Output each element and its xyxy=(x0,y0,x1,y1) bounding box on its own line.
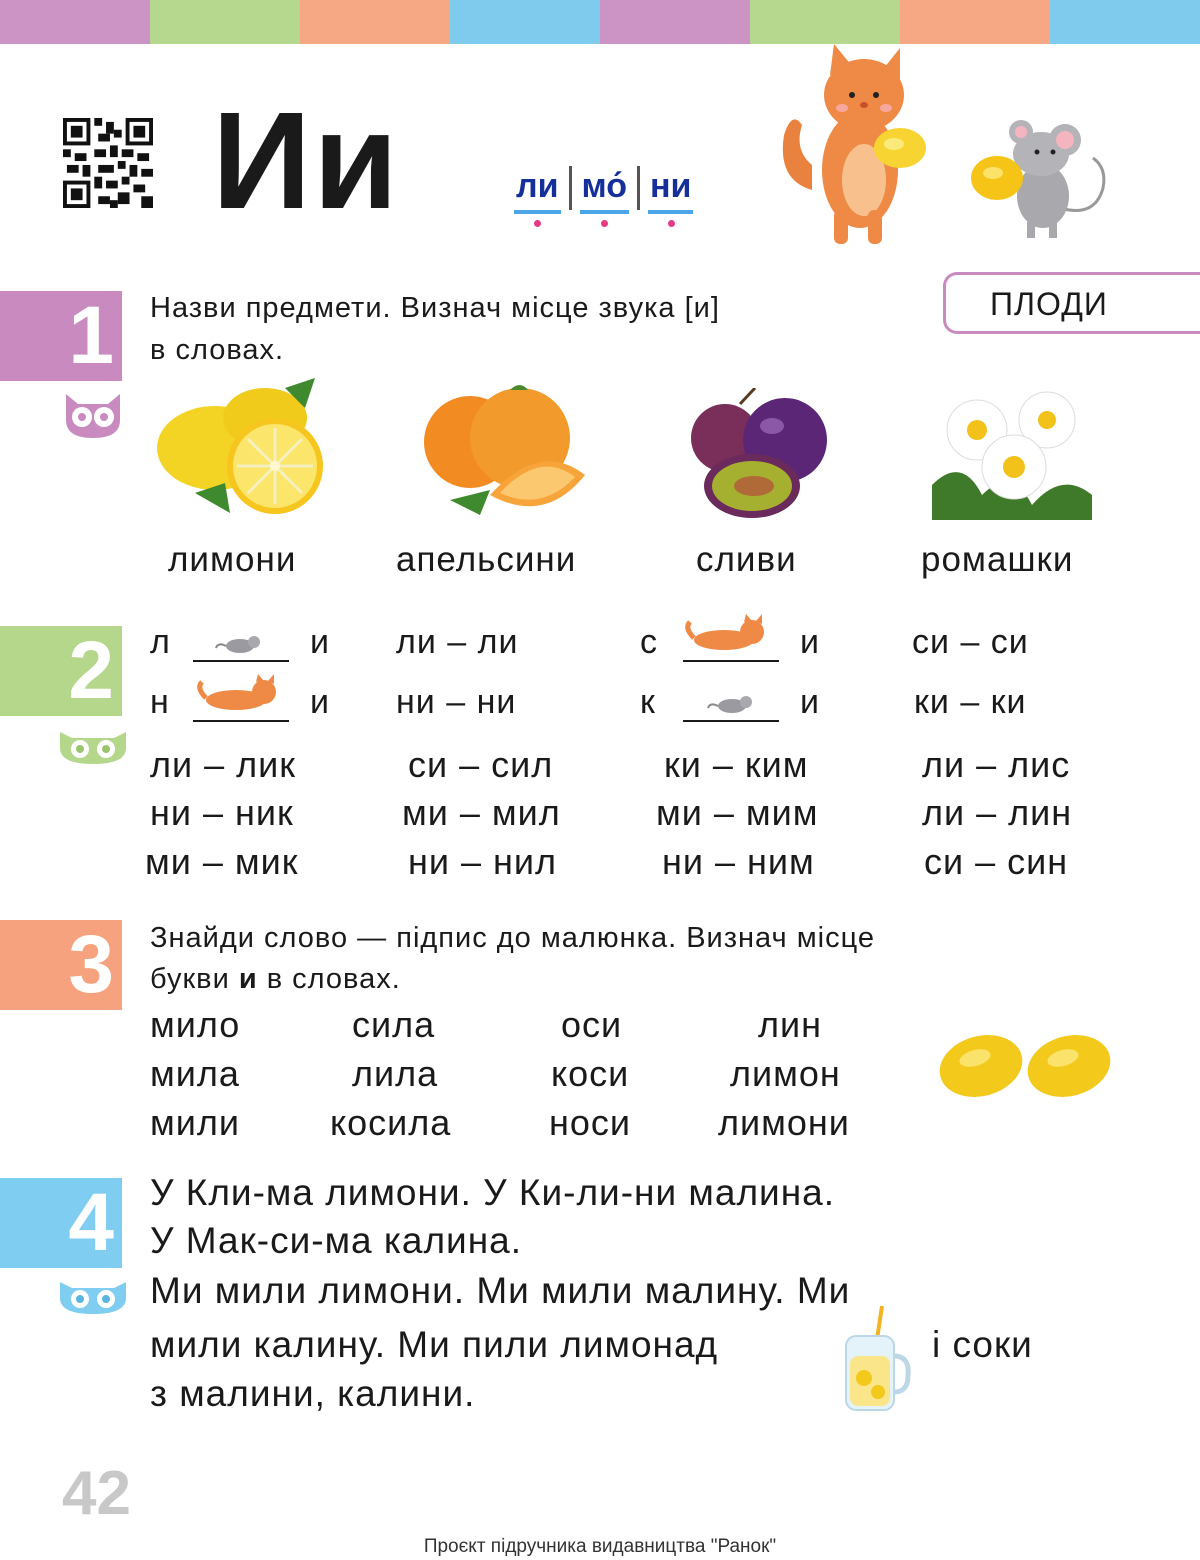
picture-label: лимони xyxy=(168,540,297,579)
task1-instruction-line1: Назви предмети. Визнач місце звука [и] xyxy=(150,292,720,324)
task3-instruction-line2: букви и в словах. xyxy=(150,963,401,995)
stripe xyxy=(750,0,900,44)
syllable-pair: ли – ли xyxy=(396,623,519,661)
qr-code-icon[interactable] xyxy=(62,118,154,208)
owls-icon xyxy=(58,728,128,766)
word-cell: лин xyxy=(758,1004,822,1045)
letter-heading: Ии xyxy=(212,84,401,238)
letter-cell: и xyxy=(800,623,820,661)
syllable xyxy=(646,166,695,206)
task-number-3: 3 xyxy=(0,920,122,1010)
syllable-pair: си – си xyxy=(912,623,1029,661)
picture-label: апельсини xyxy=(396,540,577,579)
mouse-icon xyxy=(706,692,758,716)
letter-cell: и xyxy=(800,683,820,721)
task-number-2: 2 xyxy=(0,626,122,716)
stripe xyxy=(1050,0,1200,44)
footer-publisher: Проєкт підручника видавництва "Ранок" xyxy=(423,1536,777,1557)
syllable-pair: ми – мик xyxy=(145,841,299,882)
task1-instruction-line2: в словах. xyxy=(150,334,285,366)
picture-label: ромашки xyxy=(921,540,1074,579)
syllable-text: ни xyxy=(649,167,692,205)
stripe xyxy=(450,0,600,44)
task3-instruction-line1: Знайди слово — підпис до малюнка. Визнач місце xyxy=(150,922,875,954)
plum-icon xyxy=(680,388,840,523)
stripe xyxy=(300,0,450,44)
syllable-text: ли xyxy=(516,167,559,205)
word-cell: носи xyxy=(549,1102,632,1143)
letter-cell: н xyxy=(150,683,170,721)
word-cell: лимон xyxy=(730,1053,841,1094)
cat-with-lemon-icon xyxy=(772,40,932,250)
syllable-pair: ми – мим xyxy=(656,792,819,833)
syllable-pair: ки – ким xyxy=(664,744,809,785)
word-cell: мило xyxy=(150,1004,241,1045)
page-number: 42 xyxy=(62,1459,131,1528)
word-cell: лила xyxy=(352,1053,439,1094)
syllable-pair: ни – ни xyxy=(396,683,517,721)
task-number-4: 4 xyxy=(0,1178,122,1268)
owl-icon xyxy=(62,390,124,440)
mouse-with-lemon-icon xyxy=(965,118,1115,243)
syllable-pair: ни – нил xyxy=(408,841,558,882)
mouse-icon xyxy=(214,632,266,656)
reading-line-1: У Кли-ма лимони. У Ки-ли-ни малина. xyxy=(150,1172,835,1213)
letter-cell: к xyxy=(640,683,656,721)
letter-cell: с xyxy=(640,623,658,661)
letter-cell: и xyxy=(310,683,330,721)
stripe xyxy=(600,0,750,44)
word-cell: косила xyxy=(330,1102,452,1143)
word-cell: коси xyxy=(551,1053,630,1094)
task-number-1: 1 xyxy=(0,291,122,381)
syllable-pair: ки – ки xyxy=(914,683,1027,721)
stripe xyxy=(0,0,150,44)
word-cell: оси xyxy=(561,1004,623,1045)
cat-running-icon xyxy=(196,674,280,716)
syllable-pair: ли – лин xyxy=(922,792,1073,833)
syllable xyxy=(578,166,631,206)
category-label: ПЛОДИ xyxy=(943,272,1200,334)
owls-icon xyxy=(58,1278,128,1316)
blank-line xyxy=(683,720,779,722)
picture-label: сливи xyxy=(696,540,797,579)
reading-line-2: У Мак-си-ма калина. xyxy=(150,1220,523,1261)
word-cell: мила xyxy=(150,1053,240,1094)
orange-icon xyxy=(420,380,592,520)
syllable-pair: си – син xyxy=(924,841,1069,882)
syllable-scheme xyxy=(512,166,695,210)
syllable-pair: си – сил xyxy=(408,744,554,785)
syllable-pair: ми – мил xyxy=(402,792,561,833)
syllable-separator xyxy=(637,166,640,210)
blank-line xyxy=(193,720,289,722)
top-color-stripes xyxy=(0,0,1200,44)
syllable-text: мо́ xyxy=(581,167,627,205)
two-lemons-icon xyxy=(935,1030,1115,1102)
letter-cell: и xyxy=(310,623,330,661)
reading-line-4a: мили калину. Ми пили лимонад xyxy=(150,1324,719,1365)
stripe xyxy=(150,0,300,44)
syllable-pair: ни – ник xyxy=(150,792,294,833)
word-cell: мили xyxy=(150,1102,240,1143)
blank-line xyxy=(683,660,779,662)
daisy-icon xyxy=(922,375,1102,520)
lemonade-jar-icon xyxy=(842,1306,912,1414)
reading-line-5: з малини, калини. xyxy=(150,1373,476,1414)
reading-line-4b: і соки xyxy=(932,1324,1033,1365)
syllable-pair: ли – лик xyxy=(150,744,297,785)
word-cell: лимони xyxy=(718,1102,850,1143)
stripe xyxy=(900,0,1050,44)
cat-running-icon xyxy=(684,614,768,656)
syllable-separator xyxy=(569,166,572,210)
syllable-pair: ни – ним xyxy=(662,841,815,882)
syllable xyxy=(512,166,563,206)
syllable-pair: ли – лис xyxy=(922,744,1071,785)
letter-cell: л xyxy=(150,623,171,661)
lemon-icon xyxy=(155,378,335,518)
word-cell: сила xyxy=(352,1004,436,1045)
reading-line-3: Ми мили лимони. Ми мили малину. Ми xyxy=(150,1270,851,1311)
blank-line xyxy=(193,660,289,662)
